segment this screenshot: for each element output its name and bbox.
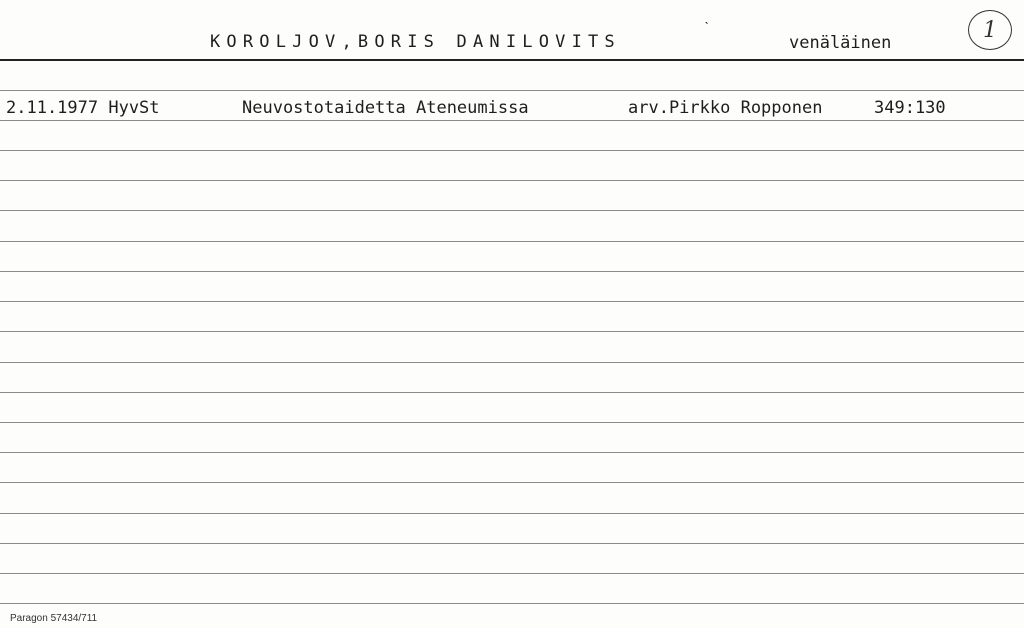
ruled-line — [0, 271, 1024, 272]
ruled-line — [0, 482, 1024, 483]
nationality: venäläinen — [789, 33, 892, 53]
card-print-code: Paragon 57434/711 — [10, 613, 98, 624]
ruled-line — [0, 331, 1024, 332]
entry-reviewer: arv.Pirkko Ropponen — [628, 98, 823, 118]
ruled-line — [0, 241, 1024, 242]
ruled-line — [0, 150, 1024, 151]
ruled-line — [0, 603, 1024, 604]
ruled-line — [0, 392, 1024, 393]
ruled-line — [0, 90, 1024, 91]
entry-title: Neuvostotaidetta Ateneumissa — [242, 98, 529, 118]
ruled-line — [0, 210, 1024, 211]
ruled-line — [0, 513, 1024, 514]
ruled-line — [0, 180, 1024, 181]
card-number-badge: 1 — [968, 10, 1012, 50]
entry-date-source: 2.11.1977 HyvSt — [6, 98, 160, 118]
person-name: KOROLJOV,BORIS DANILOVITS — [210, 32, 621, 52]
ruled-line — [0, 573, 1024, 574]
ruled-line — [0, 543, 1024, 544]
ruled-line — [0, 120, 1024, 121]
ruled-line — [0, 452, 1024, 453]
header-rule — [0, 59, 1024, 61]
ruled-line — [0, 422, 1024, 423]
entry-reference: 349:130 — [874, 98, 946, 118]
ruled-line — [0, 301, 1024, 302]
ruled-line — [0, 362, 1024, 363]
caron-accent-mark: ˋ — [703, 20, 712, 36]
